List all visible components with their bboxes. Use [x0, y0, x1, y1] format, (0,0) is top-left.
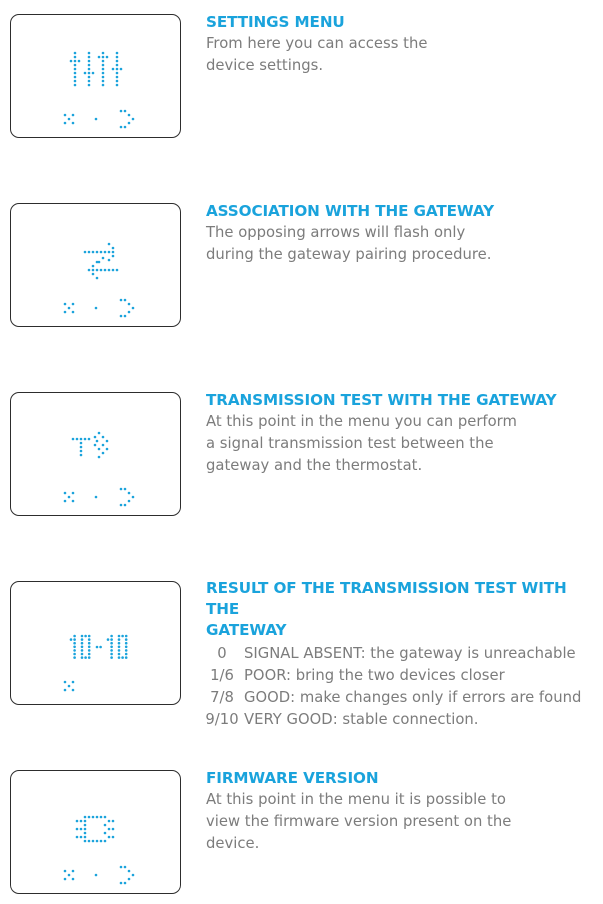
section-test-result: [206, 578, 596, 731]
section-title: TRANSMISSION TEST WITH THE GATEWAY: [206, 391, 557, 409]
section-firmware: [206, 768, 596, 855]
result-level: 7/8: [210, 689, 234, 706]
thermostat-display: [10, 203, 181, 327]
section-transmission-test: [206, 390, 596, 477]
thermostat-display: [10, 14, 181, 138]
description-line: view the firmware version present on the: [206, 813, 512, 830]
description-line: The opposing arrows will flash only: [206, 224, 466, 241]
result-row: [200, 709, 596, 731]
result-level: 9/10: [205, 711, 239, 728]
chip-icon: [11, 771, 182, 895]
description-line: From here you can access the: [206, 35, 428, 52]
result-legend: [200, 643, 596, 731]
result-description: SIGNAL ABSENT: the gateway is unreachable: [244, 645, 576, 662]
description-line: At this point in the menu it is possible to: [206, 791, 506, 808]
thermostat-display: [10, 770, 181, 894]
description-line: At this point in the menu you can perform: [206, 413, 517, 430]
section-title: ASSOCIATION WITH THE GATEWAY: [206, 202, 494, 220]
result-description: GOOD: make changes only if errors are found: [244, 689, 582, 706]
result-row: [200, 665, 596, 687]
settings-sliders-icon: [11, 15, 182, 139]
description-line: device settings.: [206, 57, 324, 74]
description-line: a signal transmission test between the: [206, 435, 494, 452]
result-level: 0: [217, 645, 227, 662]
opposing-arrows-icon: [11, 204, 182, 328]
section-title: RESULT OF THE TRANSMISSION TEST WITH THE: [206, 579, 567, 618]
result-description: VERY GOOD: stable connection.: [244, 711, 479, 728]
description-line: gateway and the thermostat.: [206, 457, 423, 474]
result-description: POOR: bring the two devices closer: [244, 667, 505, 684]
signal-result-icon: [11, 582, 182, 706]
result-row: [200, 687, 596, 709]
section-settings-menu: [206, 12, 596, 77]
section-title: SETTINGS MENU: [206, 13, 345, 31]
thermostat-display: [10, 392, 181, 516]
section-title: FIRMWARE VERSION: [206, 769, 379, 787]
transmission-signal-icon: [11, 393, 182, 517]
description-line: device.: [206, 835, 260, 852]
section-association: [206, 201, 596, 266]
section-title-continued: GATEWAY: [206, 621, 287, 639]
result-row: [200, 643, 596, 665]
description-line: during the gateway pairing procedure.: [206, 246, 492, 263]
thermostat-display: [10, 581, 181, 705]
result-level: 1/6: [210, 667, 234, 684]
